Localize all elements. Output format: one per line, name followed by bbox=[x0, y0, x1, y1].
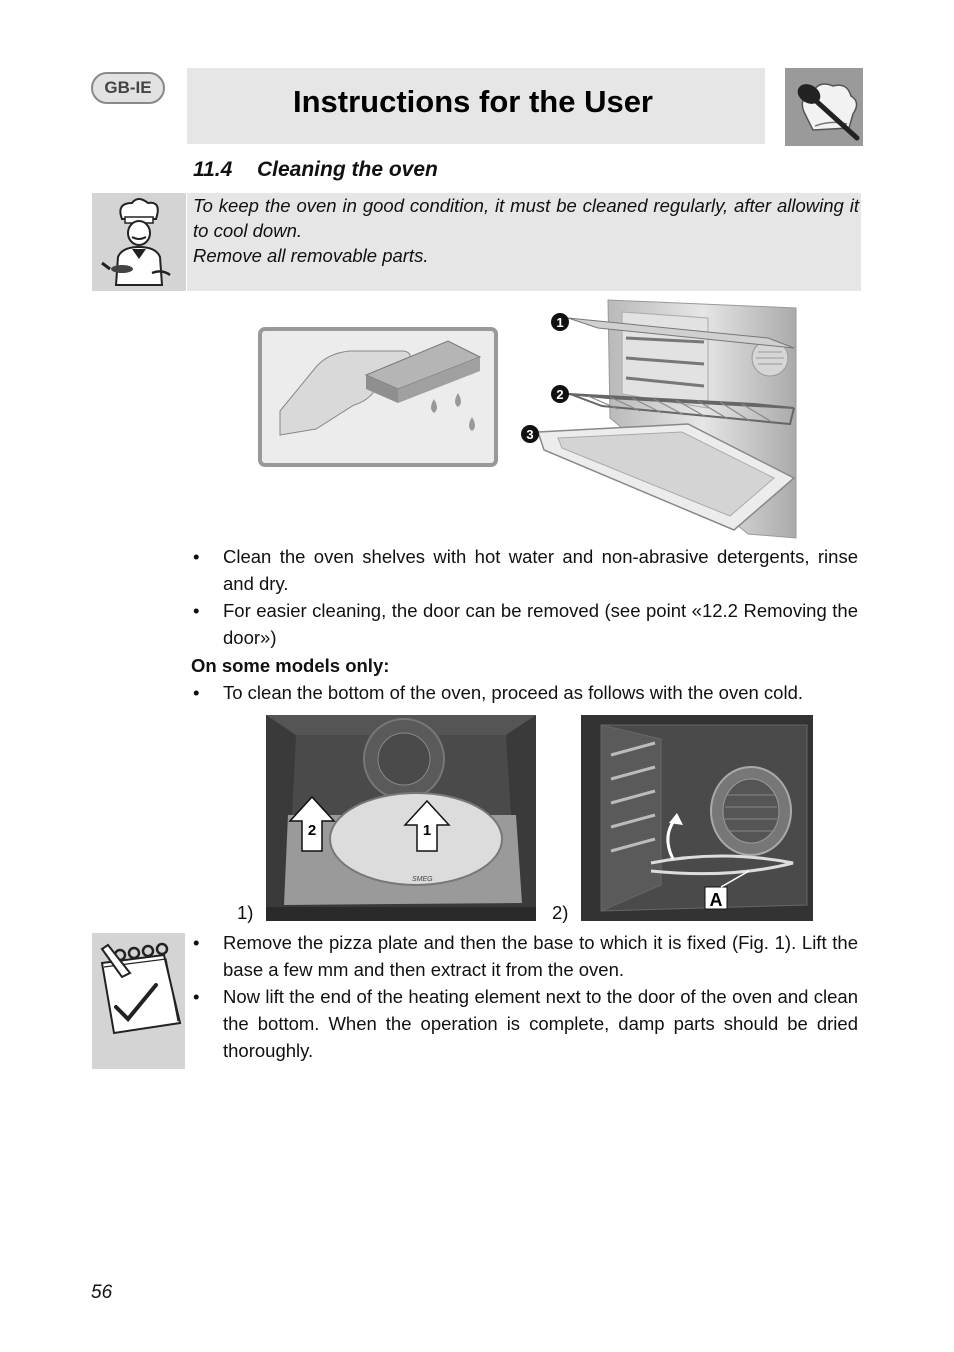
page-number: 56 bbox=[91, 1282, 113, 1303]
spoon-chef-hat-icon bbox=[785, 68, 863, 146]
header-bar bbox=[187, 68, 765, 144]
plate-brand: SMEG bbox=[412, 876, 433, 883]
cleaning-bullet-list bbox=[191, 543, 858, 651]
section-heading bbox=[193, 158, 438, 182]
list-item: • Now lift the end of the heating element next to the door of the oven and clean the bottom. When the operation is complete, damp parts should be dried thoroughly. bbox=[191, 983, 858, 1064]
heating-element-figure bbox=[581, 715, 813, 921]
list-item: • Clean the oven shelves with hot water and non-abrasive detergents, rinse and dry. bbox=[191, 543, 858, 597]
chef-icon bbox=[92, 193, 186, 291]
hand-sponge-figure bbox=[258, 327, 498, 467]
note-bullet-list bbox=[191, 929, 858, 1064]
pizza-plate-figure bbox=[266, 715, 536, 921]
list-item: • For easier cleaning, the door can be removed (see point «12.2 Removing the door») bbox=[191, 597, 858, 651]
callout-1: 1 bbox=[556, 315, 564, 330]
chef-icon-box bbox=[92, 193, 186, 291]
callout-2: 2 bbox=[556, 387, 564, 402]
section-title: Cleaning the oven bbox=[257, 158, 438, 181]
language-badge: GB-IE bbox=[91, 72, 165, 104]
oven-shelves-figure bbox=[518, 298, 798, 542]
note-icon-box bbox=[92, 933, 185, 1069]
intro-line: Remove all removable parts. bbox=[193, 245, 429, 266]
list-item: • To clean the bottom of the oven, proceed as follows with the oven cold. bbox=[191, 679, 858, 706]
figure-label-1: 1) bbox=[237, 902, 254, 923]
marker-a: A bbox=[709, 890, 723, 910]
intro-line: To keep the oven in good condition, it must be cleaned regularly, after allowing it to cool down. bbox=[193, 195, 859, 241]
notepad-check-icon bbox=[92, 933, 185, 1069]
section-number: 11.4 bbox=[193, 158, 233, 181]
models-subheading: On some models only: bbox=[191, 655, 390, 676]
page-title: Instructions for the User bbox=[293, 84, 653, 119]
figure-label-2: 2) bbox=[552, 902, 569, 923]
list-item: • Remove the pizza plate and then the base to which it is fixed (Fig. 1). Lift the base a few mm and then extract it from the oven. bbox=[191, 929, 858, 983]
callout-3: 3 bbox=[526, 427, 534, 442]
intro-box bbox=[187, 193, 861, 291]
arrow-label-2: 2 bbox=[307, 822, 317, 839]
arrow-label-1: 1 bbox=[422, 822, 432, 839]
models-bullet-list bbox=[191, 679, 858, 706]
intro-text bbox=[193, 193, 859, 268]
